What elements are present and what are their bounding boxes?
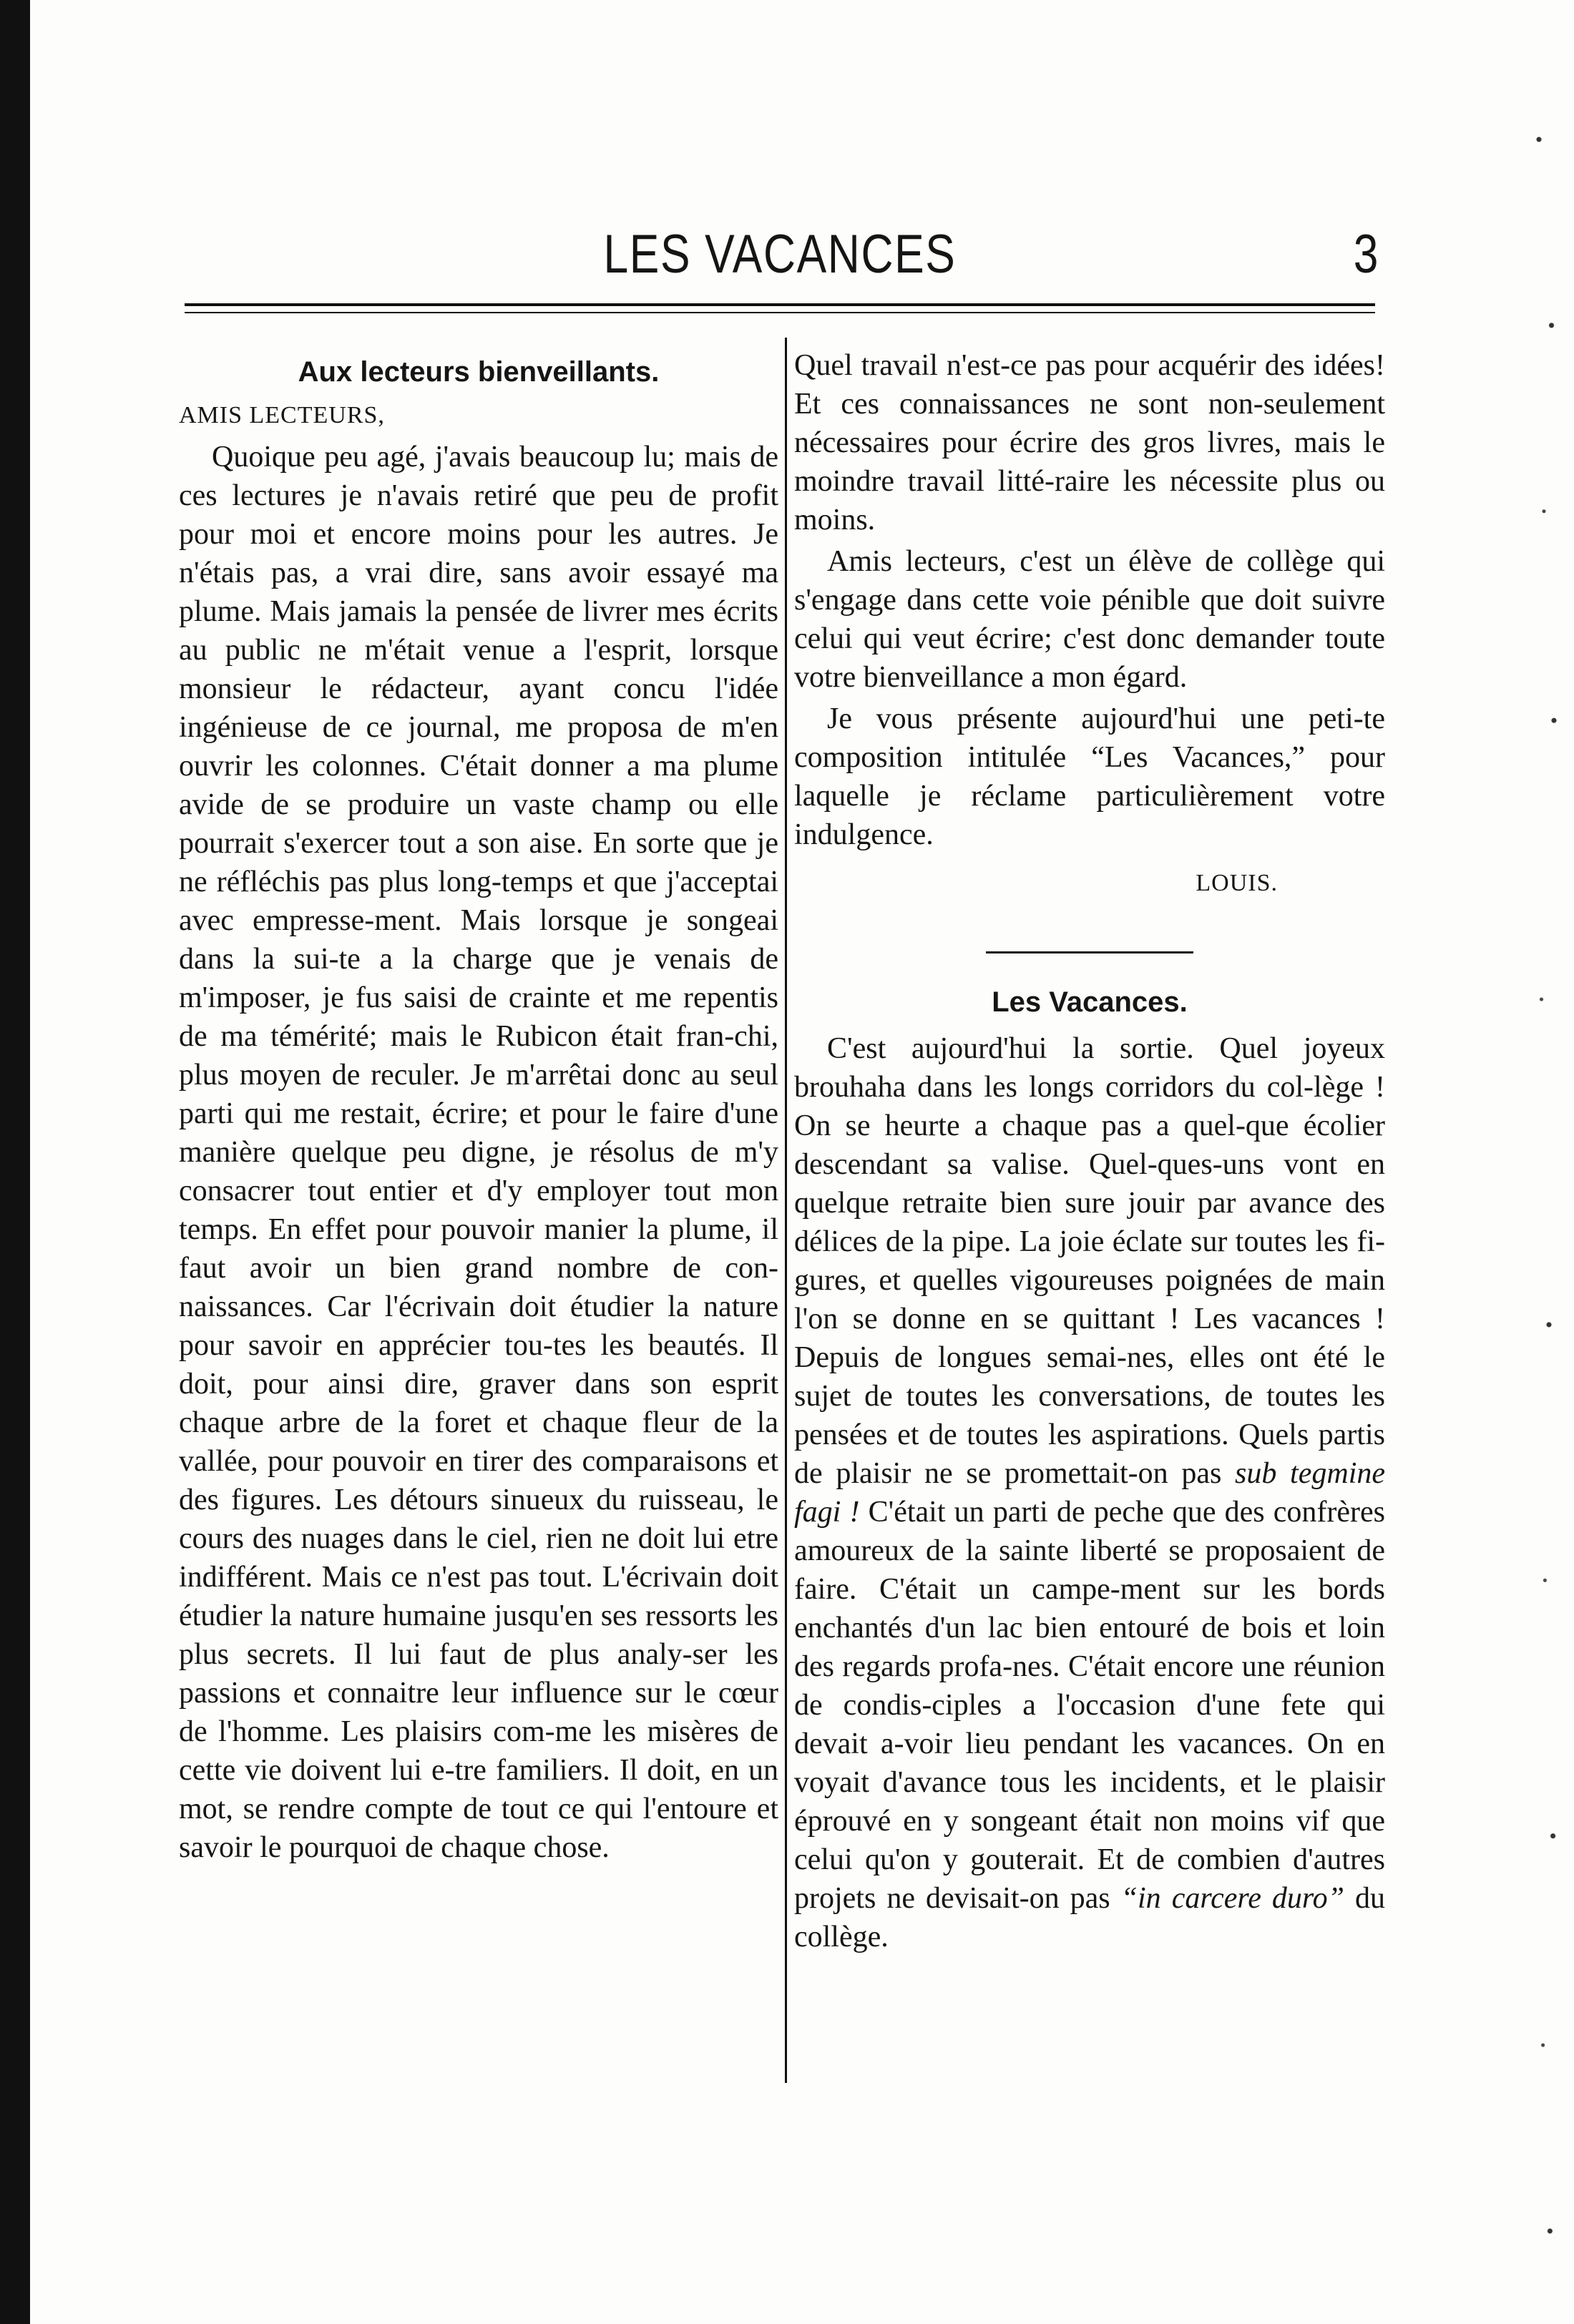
text-run: du collège. <box>794 1882 1386 1953</box>
text-run: C'était un parti de peche que des confrères amoureux de la sainte liberté se proposaient de faire. C'était un campe-ment sur les bords enchantés d'un lac bien entouré de bois et loin des regards profa-nes. C'était encore une réunion de condis-ciples a l'occasion d'une fete qui devait a-voir lieu pendant les vacances. On en voyait d'avance tous les incidents, et le plaisir éprouvé en y songeant était non moins vif que celui qu'on y gouterait. Et de combien d'autres projets ne devisait-on pas <box>794 1496 1385 1915</box>
article-heading-readers: Aux lecteurs bienveillants. <box>298 356 660 388</box>
header-rule-thin <box>185 312 1375 313</box>
letter-paragraph-continued: Quel travail n'est-ce pas pour acquérir des idées! Et ces connaissances ne sont non-seulement nécessaires pour écrire des gros livres, mais le moindre travail litté-raire les nécessite plus ou moins. <box>794 349 1385 536</box>
salutation: AMIS LECTEURS, <box>179 402 385 428</box>
text-run: C'est aujourd'hui la sortie. Quel joyeux brouhaha dans les longs corridors du col-lège ! On se heurte a chaque pas a quel-que écolier descendant sa valise. Quel-ques-uns vont en quelque retraite bien sure jouir par avance des délices de la pipe. La joie éclate sur toutes les fi-gures, et quelles vigoureuses poignées de main l'on se donne en se quittant ! Les vacances ! Depuis de longues semai-nes, elles ont été le sujet de toutes les conversations, de toutes les pensées et de toutes les aspirations. Quels partis de plaisir ne se promettait-on pas <box>794 1032 1385 1490</box>
page-number: 3 <box>1353 224 1379 285</box>
letter-paragraph: Je vous présente aujourd'hui une peti-te composition intitulée “Les Vacances,” pour laquelle je réclame particulièrement votre indulgence. <box>794 702 1385 851</box>
left-column <box>179 346 778 1867</box>
signature: LOUIS. <box>1196 870 1278 896</box>
right-column <box>794 346 1385 1956</box>
page-header <box>179 224 1381 306</box>
latin-quote: “in carcere duro” <box>1120 1882 1345 1915</box>
section-divider-rule <box>986 951 1193 953</box>
page-binding-edge <box>0 0 30 2324</box>
letter-paragraph: Amis lecteurs, c'est un élève de collège qui s'engage dans cette voie pénible que doit suivre celui qui veut écrire; c'est donc demander toute votre bienveillance a mon égard. <box>794 545 1385 694</box>
running-title: LES VACANCES <box>603 224 957 285</box>
article-paragraph <box>794 1029 1385 1956</box>
page-edge-speckle <box>1524 0 1574 2324</box>
article-heading-vacances: Les Vacances. <box>992 986 1188 1018</box>
column-divider <box>785 338 787 2083</box>
latin-quote: sub tegmine fagi ! <box>794 1457 1386 1529</box>
header-rule-thick <box>185 303 1375 306</box>
letter-paragraph: Quoique peu agé, j'avais beaucoup lu; mais de ces lectures je n'avais retiré que peu de profit pour moi et encore moins pour les autres. Je n'étais pas, a vrai dire, sans avoir essayé ma plume. Mais jamais la pensée de livrer mes écrits au public ne m'était venue a l'esprit, lorsque monsieur le rédacteur, ayant concu l'idée ingénieuse de ce journal, me proposa de m'en ouvrir les colonnes. C'était donner a ma plume avide de se produire un vaste champ ou elle pourrait s'exercer tout a son aise. En sorte que je ne réfléchis pas plus long-temps et que j'acceptai avec empresse-ment. Mais lorsque je songeai dans la sui-te a la charge que je venais de m'imposer, je fus saisi de crainte et me repentis de ma témérité; mais le Rubicon était fran-chi, plus moyen de reculer. Je m'arrêtai donc au seul parti qui me restait, écrire; et pour le faire d'une manière quelque peu digne, je résolus de m'y consacrer tout entier et d'y employer tout mon temps. En effet pour pouvoir manier la plume, il faut avoir un bien grand nombre de con-naissances. Car l'écrivain doit étudier la nature pour savoir en apprécier tou-tes les beautés. Il doit, pour ainsi dire, graver dans son esprit chaque arbre de la foret et chaque fleur de la vallée, pour pouvoir en tirer des comparaisons et des figures. Les détours sinueux du ruisseau, le cours des nuages dans le ciel, rien ne doit lui etre indifférent. Mais ce n'est pas tout. L'écrivain doit étudier la nature humaine jusqu'en ses ressorts les plus secrets. Il lui faut de plus analy-ser les passions et connaitre leur influence sur le cœur de l'homme. Les plaisirs com-me les misères de cette vie doivent lui e-tre familiers. Il doit, en un mot, se rendre compte de tout ce qui l'entoure et savoir le pourquoi de chaque chose. <box>179 441 778 1864</box>
